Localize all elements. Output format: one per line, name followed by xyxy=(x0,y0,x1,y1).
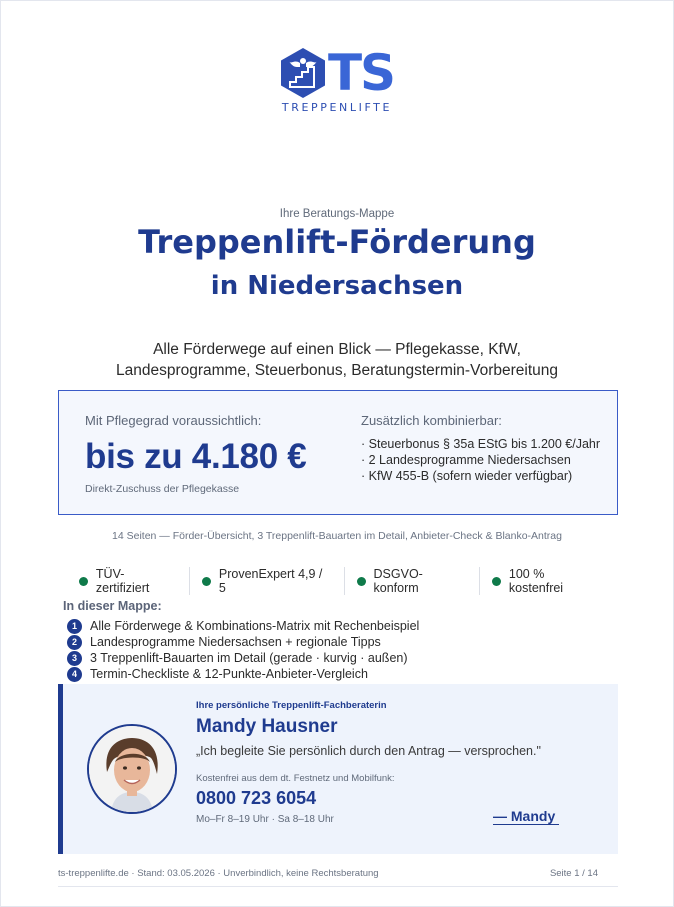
toc-item xyxy=(67,618,419,634)
toc-number-badge: 3 xyxy=(67,651,82,666)
table-of-contents xyxy=(67,618,419,682)
advisor-avatar xyxy=(87,724,177,814)
badge-label: TÜV-zertifiziert xyxy=(95,567,150,595)
badge-label: DSGVO-konform xyxy=(373,567,423,595)
logo-subtitle: TREPPENLIFTE xyxy=(281,101,393,114)
funding-amount: bis zu 4.180 € xyxy=(85,437,307,476)
badge-free xyxy=(479,567,613,595)
advisor-name: Mandy Hausner xyxy=(196,716,338,737)
footer-info: ts-treppenlifte.de · Stand: 03.05.2026 · Unverbindlich, keine Rechtsberatung xyxy=(58,868,379,879)
toc-number-badge: 1 xyxy=(67,619,82,634)
badge-tuev xyxy=(67,567,189,595)
toc-number-badge: 4 xyxy=(67,667,82,682)
badge-label: 100 % kostenfrei xyxy=(508,567,564,595)
logo-wordmark: TS xyxy=(327,44,395,102)
eyebrow-label: Ihre Beratungs-Mappe xyxy=(279,208,395,220)
lead-text xyxy=(71,339,603,381)
combinable-item: · KfW 455-B (sofern wieder verfügbar) xyxy=(361,469,573,483)
funding-highlight-box xyxy=(58,390,618,515)
badge-dot-icon xyxy=(79,577,88,586)
footer-divider xyxy=(58,886,618,887)
advisor-role-label: Ihre persönliche Treppenlift-Fachberaterin xyxy=(196,700,387,711)
funding-label: Mit Pflegegrad voraussichtlich: xyxy=(85,413,262,428)
page-subtitle: in Niedersachsen xyxy=(210,271,464,301)
stairlift-hexagon-icon xyxy=(280,47,326,99)
toc-item-text: Termin-Checkliste & 12-Punkte-Anbieter-Vergleich xyxy=(90,667,368,681)
badge-dot-icon xyxy=(202,577,211,586)
toc-item xyxy=(67,666,419,682)
toc-item xyxy=(67,650,419,666)
badge-dot-icon xyxy=(492,577,501,586)
toc-item-text: Alle Förderwege & Kombinations-Matrix mit Rechenbeispiel xyxy=(90,619,420,633)
toc-item xyxy=(67,634,419,650)
opening-hours: Mo–Fr 8–19 Uhr · Sa 8–18 Uhr xyxy=(196,814,334,825)
company-logo xyxy=(1,44,673,114)
trust-badges xyxy=(67,567,613,595)
badge-dot-icon xyxy=(357,577,366,586)
combinable-item: · Steuerbonus § 35a EStG bis 1.200 €/Jahr xyxy=(361,437,601,451)
badge-provenexpert xyxy=(189,567,344,595)
combinable-label: Zusätzlich kombinierbar: xyxy=(361,413,502,428)
page-number: Seite 1 / 14 xyxy=(549,868,598,879)
badge-label: ProvenExpert 4,9 / 5 xyxy=(218,567,323,595)
toc-heading: In dieser Mappe: xyxy=(63,599,162,613)
page-title: Treppenlift-Förderung xyxy=(138,223,536,261)
toc-number-badge: 2 xyxy=(67,635,82,650)
toc-item-text: Landesprogramme Niedersachsen + regionale Tipps xyxy=(90,635,381,649)
advisor-quote: „Ich begleite Sie persönlich durch den Antrag — versprochen." xyxy=(196,744,541,758)
lead-line-2: Landesprogramme, Steuerbonus, Beratungstermin-Vorbereitung xyxy=(115,362,558,379)
contents-summary: 14 Seiten — Förder-Übersicht, 3 Treppenlift-Bauarten im Detail, Anbieter-Check & Blanko-Antrag xyxy=(112,530,562,542)
combinable-item: · 2 Landesprogramme Niedersachsen xyxy=(361,453,571,467)
advisor-portrait-icon xyxy=(89,726,175,812)
lead-line-1: Alle Förderwege auf einen Blick — Pflegekasse, KfW, xyxy=(153,341,521,358)
advisor-card xyxy=(58,684,618,854)
funding-note: Direkt-Zuschuss der Pflegekasse xyxy=(85,483,240,495)
phone-number-link[interactable]: 0800 723 6054 xyxy=(196,788,317,808)
advisor-signature: — Mandy xyxy=(493,808,559,825)
phone-label: Kostenfrei aus dem dt. Festnetz und Mobilfunk: xyxy=(196,773,395,784)
badge-dsgvo xyxy=(344,567,479,595)
toc-item-text: 3 Treppenlift-Bauarten im Detail (gerade · kurvig · außen) xyxy=(90,651,408,665)
